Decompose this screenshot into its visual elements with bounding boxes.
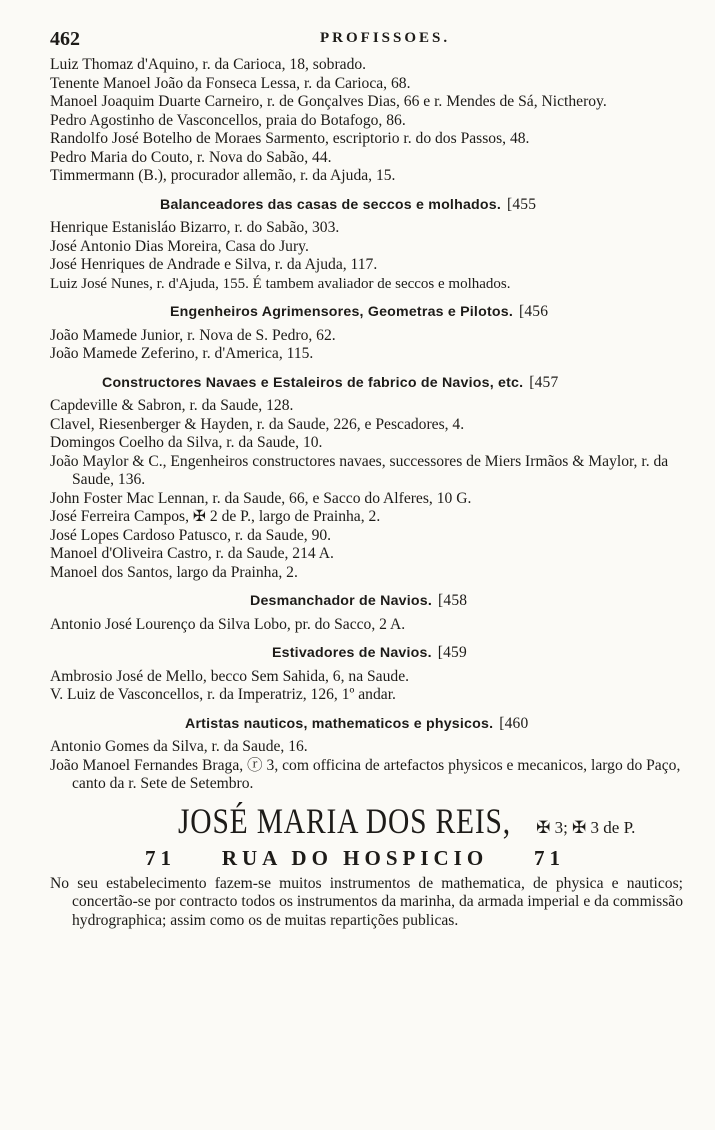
address-street: RUA DO HOSPICIO [221,845,489,870]
advertiser-honors: ✠ 3; ✠ 3 de P. [536,817,636,837]
list-item: Domingos Coelho da Silva, r. da Saude, 10. [50,434,323,451]
list-item: João Mamede Junior, r. Nova de S. Pedro, 62. [50,326,336,344]
list-item: Pedro Agostinho de Vasconcellos, praia do Botafogo, 86. [50,111,406,129]
section-title: Artistas nauticos, mathematicos e physicos. [185,715,494,732]
list-item: John Foster Mac Lennan, r. da Saude, 66, e Sacco do Alferes, 10 G. [50,489,472,507]
list-item: Clavel, Riesenberger & Hayden, r. da Saude, 226, e Pescadores, 4. [50,415,465,433]
list-item: José Henriques de Andrade e Silva, r. da Ajuda, 117. [50,256,378,273]
list-item: Luiz José Nunes, r. d'Ajuda, 155. É tambem avaliador de seccos e molhados. [50,275,511,292]
list-item: João Manoel Fernandes Braga, ⓡ 3, com officina de artefactos physicos e mecanicos, largo do Paço, canto da r. Sete de Setembro. [50,756,681,792]
list-item: Tenente Manoel João da Fonseca Lessa, r. da Carioca, 68. [50,74,411,92]
section-title: Desmanchador de Navios. [250,593,433,609]
advertiser-name: JOSÉ MARIA DOS REIS, [178,800,511,841]
list-item: João Mamede Zeferino, r. d'America, 115. [50,345,314,362]
list-item: Pedro Maria do Couto, r. Nova do Sabão, 44. [50,148,332,166]
list-item: Antonio José Lourenço da Silva Lobo, pr. do Sacco, 2 A. [50,615,406,633]
section-title: Balanceadores das casas de seccos e molhados. [160,196,501,213]
section-number: [460 [499,714,529,732]
listing-body [50,56,685,794]
section-number: [455 [507,195,537,213]
list-item: Antonio Gomes da Silva, r. da Saude, 16. [50,738,308,755]
section-heading [50,303,685,322]
section-heading [50,715,685,734]
advertisement [50,800,685,931]
advertiser-address [50,846,685,871]
list-item: Manoel dos Santos, largo da Prainha, 2. [50,563,298,581]
page-number: 462 [50,28,80,50]
address-number-left: 71 [145,845,176,870]
running-head: PROFISSOES. [320,30,451,46]
advertiser-line [50,800,685,844]
section-heading [50,592,685,611]
list-item: Capdeville & Sabron, r. da Saude, 128. [50,397,294,414]
section-title: Constructores Navaes e Estaleiros de fabrico de Navios, etc. [102,374,524,391]
section-number: [457 [529,373,559,391]
list-item: João Maylor & C., Engenheiros constructores navaes, successores de Miers Irmãos & Maylor, r. da Saude, 136. [50,452,669,488]
list-item: V. Luiz de Vasconcellos, r. da Imperatriz, 126, 1º andar. [50,686,396,703]
section-number: [458 [438,592,468,609]
list-item: Henrique Estanisláo Bizarro, r. do Sabão, 303. [50,219,340,236]
list-item: Randolfo José Botelho de Moraes Sarmento, escriptorio r. do dos Passos, 48. [50,130,530,147]
list-item: Ambrosio José de Mello, becco Sem Sahida, 6, na Saude. [50,667,410,685]
list-item: José Ferreira Campos, ✠ 2 de P., largo de Prainha, 2. [50,508,381,525]
section-title: Engenheiros Agrimensores, Geometras e Pilotos. [170,304,513,320]
section-number: [456 [518,303,549,320]
list-item: Manoel d'Oliveira Castro, r. da Saude, 214 A. [50,545,334,562]
list-item: Manoel Joaquim Duarte Carneiro, r. de Gonçalves Dias, 66 e r. Mendes de Sá, Nictheroy. [50,93,607,110]
section-heading [50,374,685,393]
section-heading [50,644,685,663]
list-item: Luiz Thomaz d'Aquino, r. da Carioca, 18, sobrado. [50,56,367,73]
list-item: José Lopes Cardoso Patusco, r. da Saude, 90. [50,526,332,544]
section-number: [459 [437,644,467,661]
page-header [50,28,685,56]
address-number-right: 71 [533,845,565,870]
list-item: José Antonio Dias Moreira, Casa do Jury. [50,237,309,255]
advertisement-text: No seu estabelecimento fazem-se muitos instrumentos de mathematica, de physica e nauticos; concertão-se por contracto todos os instrumentos da marinha, da armada imperial e da commissão hydrographica; assim como os de muitas repartições publicas. [50,874,683,929]
list-item: Timmermann (B.), procurador allemão, r. da Ajuda, 15. [50,167,396,184]
section-heading [50,196,685,215]
section-title: Estivadores de Navios. [272,645,432,661]
